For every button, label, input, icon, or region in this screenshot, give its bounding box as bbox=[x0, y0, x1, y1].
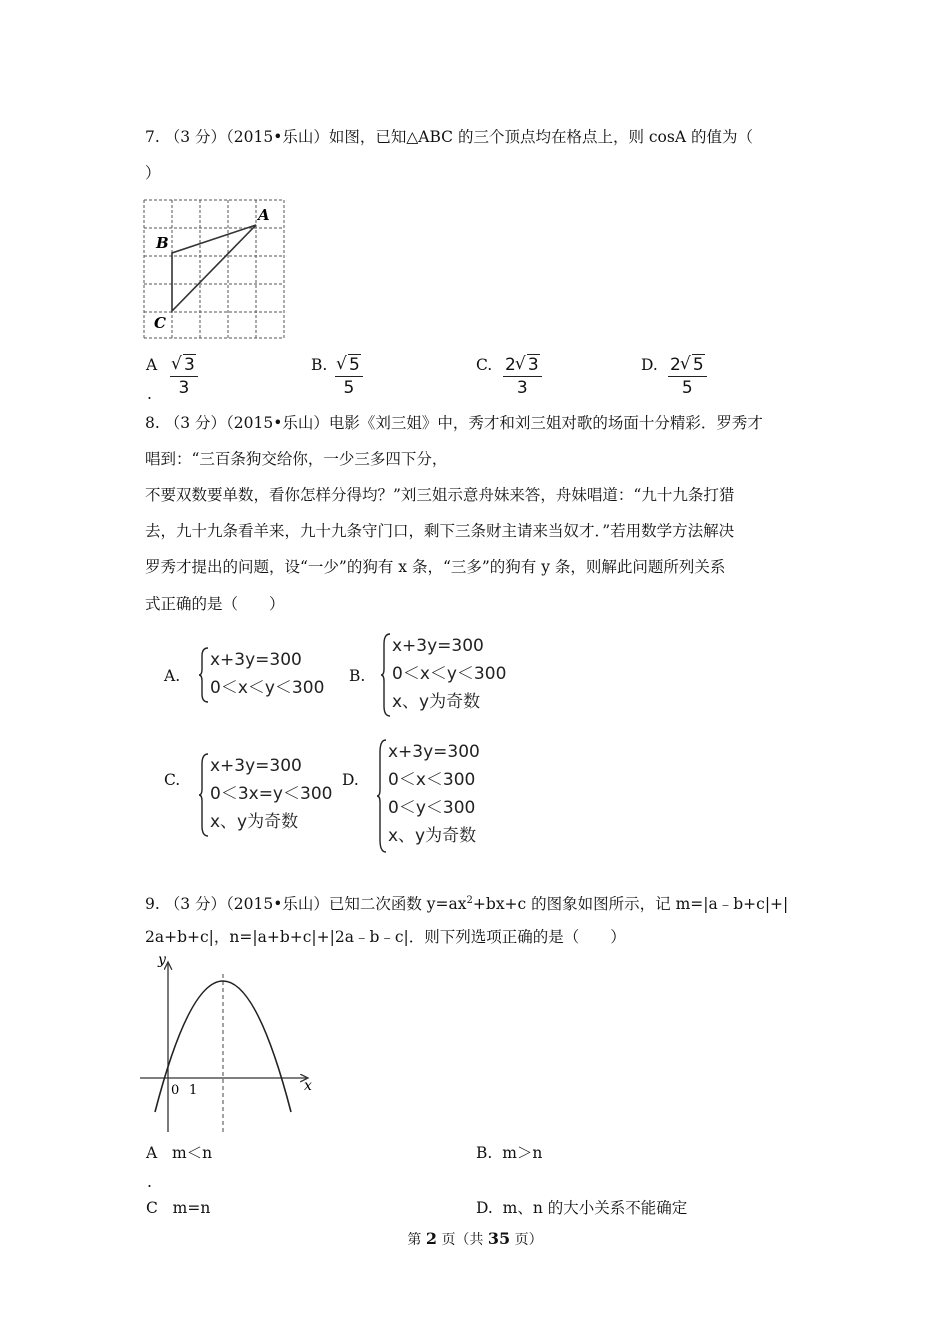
equation-row: 0＜x＜300 bbox=[388, 770, 476, 790]
q7-close-paren: ） bbox=[145, 164, 161, 182]
label-a: A bbox=[258, 206, 270, 224]
exponent: 2 bbox=[466, 895, 473, 906]
option-letter: A bbox=[146, 1144, 158, 1162]
option-letter: C bbox=[146, 1199, 158, 1217]
q9-option-a[interactable] bbox=[146, 1143, 212, 1163]
denominator: 3 bbox=[516, 378, 528, 398]
equation-row: x+3y=300 bbox=[210, 650, 302, 670]
q8-line-2: 唱到：“三百条狗交给你，一少三多四下分， bbox=[145, 450, 448, 468]
q7-text: （3 分）（2015•乐山）如图，已知△ABC 的三个顶点均在格点上，则 cosA 的值为（ bbox=[164, 128, 753, 146]
q8-option-a-letter[interactable]: A. bbox=[164, 667, 181, 685]
q8-option-b-system[interactable] bbox=[380, 632, 520, 718]
equation-row: x、y为奇数 bbox=[392, 692, 481, 712]
q9-option-a-dot: . bbox=[147, 1173, 152, 1191]
brace-icon bbox=[376, 738, 388, 854]
q7-option-a-letter[interactable]: A bbox=[146, 356, 158, 374]
q7-number: 7. bbox=[145, 128, 160, 146]
option-letter: D. bbox=[476, 1199, 493, 1217]
q9-parabola-graph bbox=[140, 952, 325, 1137]
total-pages: 35 bbox=[487, 1229, 511, 1248]
radicand: 5 bbox=[692, 355, 704, 375]
option-text: m、n 的大小关系不能确定 bbox=[502, 1199, 688, 1217]
radicand: 3 bbox=[184, 355, 195, 375]
q9-number: 9. bbox=[145, 895, 160, 913]
denominator: 5 bbox=[343, 378, 355, 398]
option-letter: B. bbox=[476, 1144, 493, 1162]
q7-option-a-dot: . bbox=[147, 385, 152, 403]
q8-option-d-system[interactable] bbox=[376, 738, 516, 854]
equation-row: x+3y=300 bbox=[388, 742, 480, 762]
q7-option-b-fraction[interactable] bbox=[335, 354, 363, 399]
brace-icon bbox=[198, 646, 210, 704]
equation-row: x+3y=300 bbox=[392, 636, 484, 656]
q8-option-b-letter[interactable]: B. bbox=[349, 667, 366, 685]
q7-option-d-letter[interactable]: D. bbox=[641, 356, 658, 374]
q8-option-c-system[interactable] bbox=[198, 752, 338, 838]
label-b: B bbox=[156, 234, 169, 252]
equation-row: 0＜y＜300 bbox=[388, 798, 476, 818]
q8-line-5: 罗秀才提出的问题，设“一少”的狗有 x 条，“三多”的狗有 y 条，则解此问题所列关系 bbox=[145, 558, 726, 576]
label-one: 1 bbox=[189, 1083, 198, 1098]
brace-icon bbox=[198, 752, 210, 838]
q7-option-c-letter[interactable]: C. bbox=[476, 356, 493, 374]
denominator: 5 bbox=[681, 378, 693, 398]
q8-number: 8. bbox=[145, 414, 160, 432]
brace-icon bbox=[380, 632, 392, 718]
q9-option-b[interactable] bbox=[476, 1143, 542, 1163]
equation-row: 0＜x＜y＜300 bbox=[392, 664, 507, 684]
q8-option-d-letter[interactable]: D. bbox=[342, 771, 359, 789]
q8-option-a-system[interactable] bbox=[198, 646, 338, 704]
q8-line-4: 去，九十九条看羊来，九十九条守门口，剩下三条财主请来当奴才．”若用数学方法解决 bbox=[145, 522, 735, 540]
page-number: 2 bbox=[425, 1229, 437, 1248]
q7-stem bbox=[145, 127, 753, 147]
equation-row: 0＜3x=y＜300 bbox=[210, 784, 333, 804]
q8-line-1: 8. （3 分）（2015•乐山）电影《刘三姐》中，秀才和刘三姐对歌的场面十分精彩．罗秀才 bbox=[145, 414, 763, 432]
triangle-abc bbox=[172, 225, 256, 311]
q9-line-1: 9. （3 分）（2015•乐山）已知二次函数 $y=ax^2+bx+c$ 的图象如图所示，记 m=|a﹣b+c|+| bbox=[145, 895, 789, 913]
q7-option-d-fraction[interactable]: $\frac{2√ 5}{5}$ bbox=[668, 354, 707, 399]
label-y: y bbox=[158, 952, 166, 968]
radicand: 3 bbox=[527, 355, 539, 375]
q7-option-a-fraction[interactable] bbox=[170, 354, 198, 399]
q7-option-c-fraction[interactable]: $\frac{2√ 3}{3}$ bbox=[503, 354, 542, 399]
option-text: m=n bbox=[172, 1199, 211, 1217]
q9-option-d[interactable] bbox=[476, 1198, 687, 1218]
equation-row: 0＜x＜y＜300 bbox=[210, 678, 325, 698]
option-text: m＜n bbox=[171, 1144, 213, 1162]
q7-grid-figure bbox=[142, 198, 288, 342]
equation-row: x、y为奇数 bbox=[388, 826, 477, 846]
q9-line-2: 2a+b+c|，n=|a+b+c|+|2a﹣b﹣c|．则下列选项正确的是（ ） bbox=[145, 928, 626, 946]
q8-option-c-letter[interactable]: C. bbox=[164, 771, 181, 789]
page-footer: 第 2 页（共 35 页） bbox=[407, 1229, 543, 1248]
label-c: C bbox=[154, 314, 166, 332]
equation-row: x+3y=300 bbox=[210, 756, 302, 776]
denominator: 3 bbox=[178, 378, 190, 398]
q8-line-3: 不要双数要单数，看你怎样分得均？”刘三姐示意舟妹来答，舟妹唱道：“九十九条打猎 bbox=[145, 486, 735, 504]
equation-row: x、y为奇数 bbox=[210, 812, 299, 832]
option-text: m＞n bbox=[502, 1144, 543, 1162]
radicand: 5 bbox=[349, 355, 360, 375]
label-x: x bbox=[304, 1078, 312, 1094]
q9-option-c[interactable] bbox=[146, 1198, 210, 1218]
label-zero: 0 bbox=[171, 1083, 180, 1098]
q8-line-6: 式正确的是（ ） bbox=[145, 595, 285, 613]
q7-option-b-letter[interactable]: B. bbox=[311, 356, 328, 374]
